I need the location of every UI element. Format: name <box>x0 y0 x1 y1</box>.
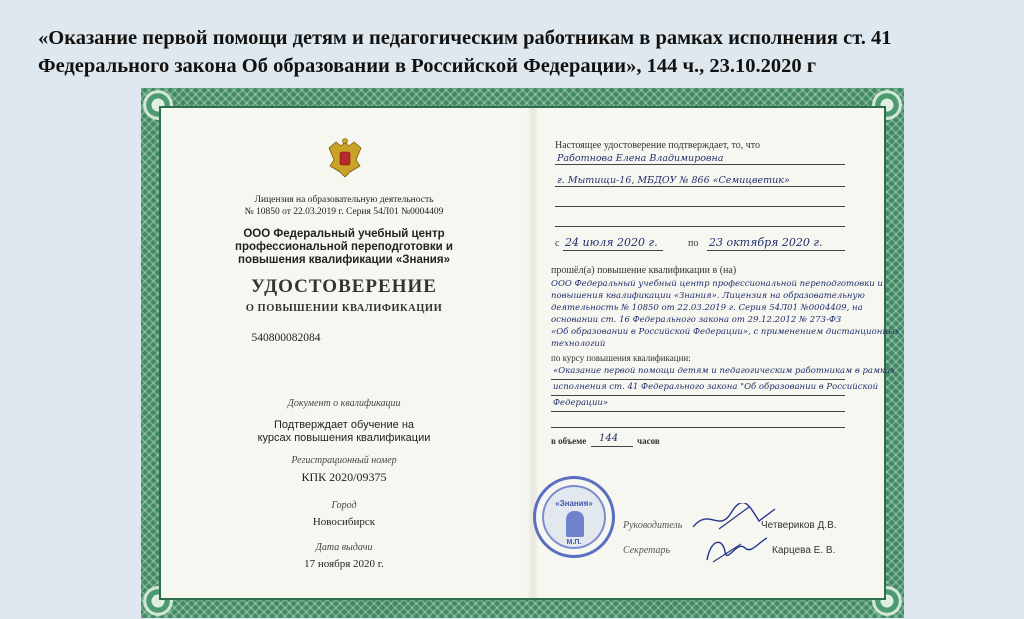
issue-date: 17 ноября 2020 г. <box>304 558 384 570</box>
license-line: № 10850 от 22.03.2019 г. Серия 54Л01 №0004409 <box>244 207 444 217</box>
seal-subtext: М.П. <box>566 539 582 546</box>
secretary-label: Секретарь <box>623 545 671 556</box>
city-label: Город <box>331 500 357 511</box>
course-line: «Оказание первой помощи детям и педагогическим работникам в рамках <box>553 366 895 376</box>
provider-line: повышения квалификации «Знания». Лицензия на образовательную <box>551 291 865 301</box>
certificate-number: 540800082084 <box>251 332 321 344</box>
certificate-heading: УДОСТОВЕРЕНИЕ <box>251 276 437 297</box>
certificate-scan <box>141 88 904 618</box>
confirms-line: Подтверждает обучение на <box>273 419 415 431</box>
confirms-text <box>161 419 527 445</box>
document-label: Документ о квалификации <box>287 398 401 409</box>
city-value: Новосибирск <box>312 516 376 528</box>
volume-unit: часов <box>637 436 660 446</box>
seal-figure-icon <box>566 511 584 537</box>
organization-name <box>161 228 527 267</box>
to-label: по <box>688 238 699 249</box>
round-seal <box>533 476 615 558</box>
passed-text: прошёл(а) повышение квалификации в (на) <box>551 265 737 276</box>
volume-value: 144 <box>599 433 619 444</box>
to-date: 23 октября 2020 г. <box>709 236 823 249</box>
certificate-subheading: О ПОВЫШЕНИИ КВАЛИФИКАЦИИ <box>245 303 443 314</box>
org-line: профессиональной переподготовки и <box>235 241 453 253</box>
russian-coat-of-arms-icon <box>328 138 362 178</box>
provider-line: технологий <box>551 339 606 349</box>
underline <box>707 250 845 251</box>
underline <box>555 226 845 227</box>
from-date: 24 июля 2020 г. <box>565 236 658 249</box>
from-label: с <box>555 238 560 249</box>
head-label: Руководитель <box>623 520 683 531</box>
provider-line: деятельность № 10850 от 22.03.2019 г. Серия 54Л01 №0004409, на <box>551 303 863 313</box>
underline <box>551 395 845 396</box>
provider-line: ООО Федеральный учебный центр профессиональной переподготовки и <box>551 279 883 289</box>
intro-text: Настоящее удостоверение подтверждает, то, что <box>555 140 761 151</box>
confirms-line: курсах повышения квалификации <box>257 432 431 444</box>
recipient-name: Работнова Елена Владимировна <box>557 153 724 164</box>
course-line: исполнения ст. 41 Федерального закона "Об образовании в Российской <box>553 382 879 392</box>
course-line: Федерации» <box>553 398 609 408</box>
issue-date-label: Дата выдачи <box>315 542 373 553</box>
underline <box>591 446 633 447</box>
course-label: по курсу повышения квалификации: <box>551 353 691 363</box>
registration-number: КПК 2020/09375 <box>301 470 387 484</box>
provider-line: основании ст. 16 Федерального закона от 29.12.2012 № 273-ФЗ <box>551 315 842 325</box>
underline <box>555 164 845 165</box>
underline <box>555 206 845 207</box>
volume-label: в объеме <box>551 436 587 446</box>
license-info <box>161 194 527 218</box>
recipient-workplace: г. Мытищи-16, МБДОУ № 866 «Семицветик» <box>557 175 790 186</box>
slide-title: «Оказание первой помощи детям и педагогическим работникам в рамках исполнения ст. 41 Федерального закона Об образовании в Российской Федерации», 144 ч., 23.10.2020 г <box>38 27 892 77</box>
registration-label: Регистрационный номер <box>291 455 397 466</box>
license-line: Лицензия на образовательную деятельность <box>254 195 434 205</box>
secretary-name: Карцева Е. В. <box>772 545 836 556</box>
provider-line: «Об образовании в Российской Федерации», с применением дистанционных <box>551 327 900 337</box>
underline <box>563 250 663 251</box>
underline <box>551 411 845 412</box>
underline <box>555 186 845 187</box>
org-line: ООО Федеральный учебный центр <box>243 228 445 240</box>
seal-text: «Знания» <box>555 499 593 508</box>
underline <box>551 379 845 380</box>
head-signature <box>689 503 779 533</box>
head-name: Четвериков Д.В. <box>761 520 837 531</box>
underline <box>551 427 845 428</box>
secretary-signature <box>701 532 771 566</box>
certificate-paper <box>159 106 900 600</box>
org-line: повышения квалификации «Знания» <box>238 254 450 266</box>
